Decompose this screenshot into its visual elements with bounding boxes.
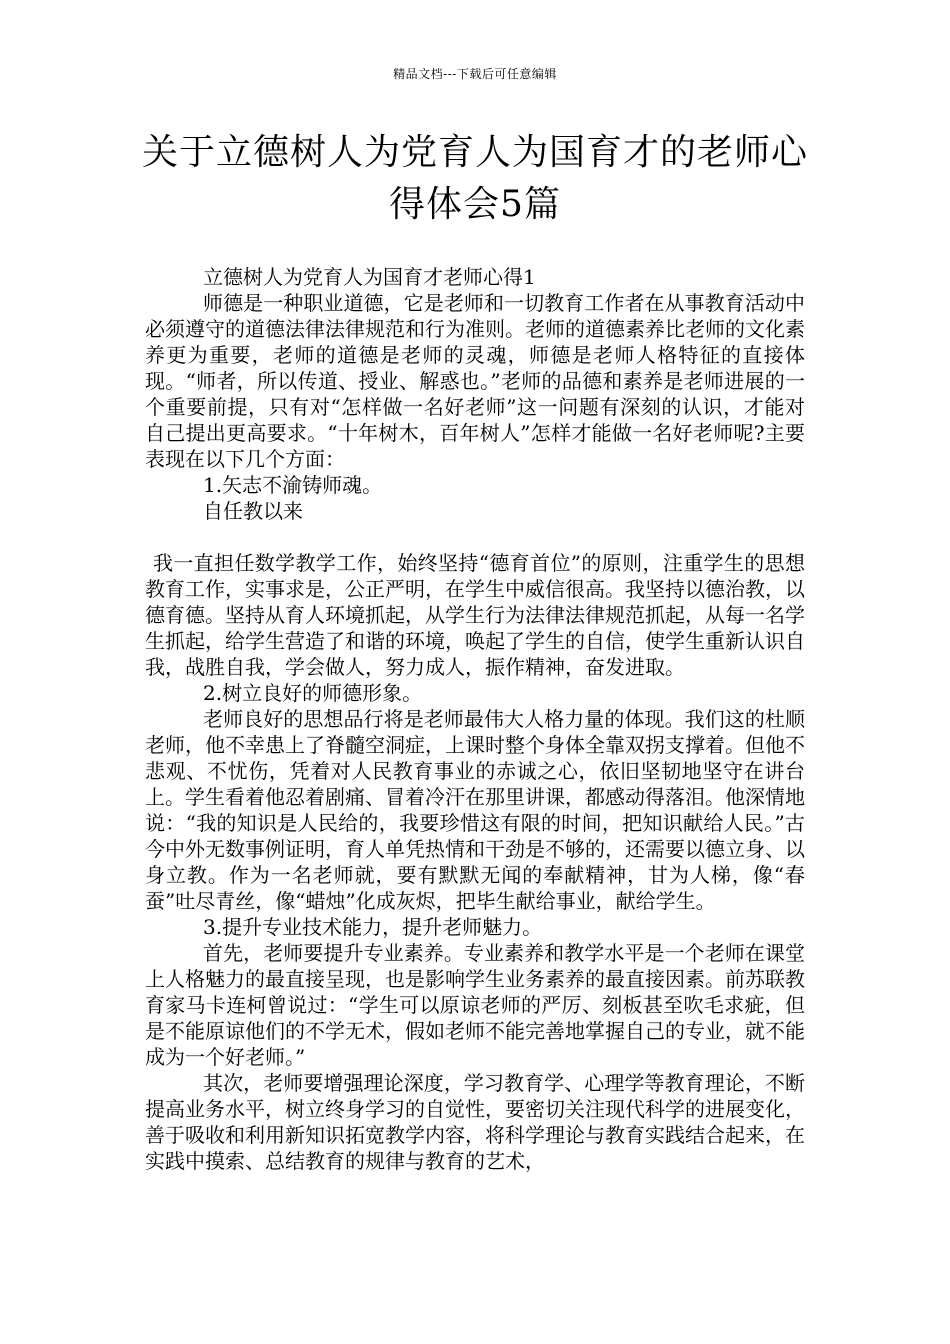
title-line-1: 关于立德树人为党育人为国育才的老师心 bbox=[141, 132, 808, 173]
document-body bbox=[145, 264, 805, 1174]
paragraph: 其次，老师要增强理论深度，学习教育学、心理学等教育理论，不断提高业务水平，树立终身学习的自觉性，要密切关注现代科学的进展变化，善于吸收和利用新知识拓宽教学内容，将科学理论与教育实践结合起来，在实践中摸索、总结教育的规律与教育的艺术， bbox=[145, 1071, 805, 1173]
paragraph: 首先，老师要提升专业素养。专业素养和教学水平是一个老师在课堂上人格魅力的最直接呈现，也是影响学生业务素养的最直接因素。前苏联教育家马卡连柯曾说过：“学生可以原谅老师的严厉、刻板甚至吹毛求疵，但是不能原谅他们的不学无术，假如老师不能完善地掌握自己的专业，就不能成为一个好老师。” bbox=[145, 941, 805, 1069]
subheading: 2.树立良好的师德形象。 bbox=[203, 681, 423, 705]
subheading: 3.提升专业技术能力，提升老师魅力。 bbox=[203, 915, 543, 939]
document-title bbox=[110, 127, 840, 231]
paragraph: 自任教以来 bbox=[203, 499, 303, 523]
paragraph: 我一直担任数学教学工作，始终坚持“德育首位”的原则，注重学生的思想教育工作，实事求是，公正严明，在学生中威信很高。我坚持以德治教，以德育德。坚持从育人环境抓起，从学生行为法律法律规范抓起，从每一名学生抓起，给学生营造了和谐的环境，唤起了学生的自信，使学生重新认识自我，战胜自我，学会做人，努力成人，振作精神，奋发进取。 bbox=[145, 551, 805, 679]
subheading: 1.矢志不渝铸师魂。 bbox=[203, 473, 383, 497]
paragraph: 老师良好的思想品行将是老师最伟大人格力量的体现。我们这的杜顺老师，他不幸患上了脊髓空洞症，上课时整个身体全靠双拐支撑着。但他不悲观、不忧伤，凭着对人民教育事业的赤诚之心，依旧坚韧地坚守在讲台上。学生看着他忍着剧痛、冒着冷汗在那里讲课，都感动得落泪。他深情地说：“我的知识是人民给的，我要珍惜这有限的时间，把知识献给人民。”古今中外无数事例证明，育人单凭热情和干劲是不够的，还需要以德立身、以身立教。作为一名老师就，要有默默无闻的奉献精神，甘为人梯，像“春蚕”吐尽青丝，像“蜡烛”化成灰烬，把毕生献给事业，献给学生。 bbox=[145, 707, 805, 913]
header-note: 精品文档---下载后可任意编辑 bbox=[393, 67, 557, 81]
section-heading: 立德树人为党育人为国育才老师心得1 bbox=[203, 265, 536, 289]
blank-line bbox=[145, 524, 805, 550]
paragraph: 师德是一种职业道德，它是老师和一切教育工作者在从事教育活动中必须遵守的道德法律法律规范和行为准则。老师的道德素养比老师的文化素养更为重要，老师的道德是老师的灵魂，师德是老师人格特征的直接体现。“师者，所以传道、授业、解惑也。”老师的品德和素养是老师进展的一个重要前提，只有对“怎样做一名好老师”这一问题有深刻的认识，才能对自己提出更高要求。“十年树木，百年树人”怎样才能做一名好老师呢?主要表现在以下几个方面： bbox=[145, 291, 805, 471]
title-line-2: 得体会5篇 bbox=[389, 184, 561, 225]
